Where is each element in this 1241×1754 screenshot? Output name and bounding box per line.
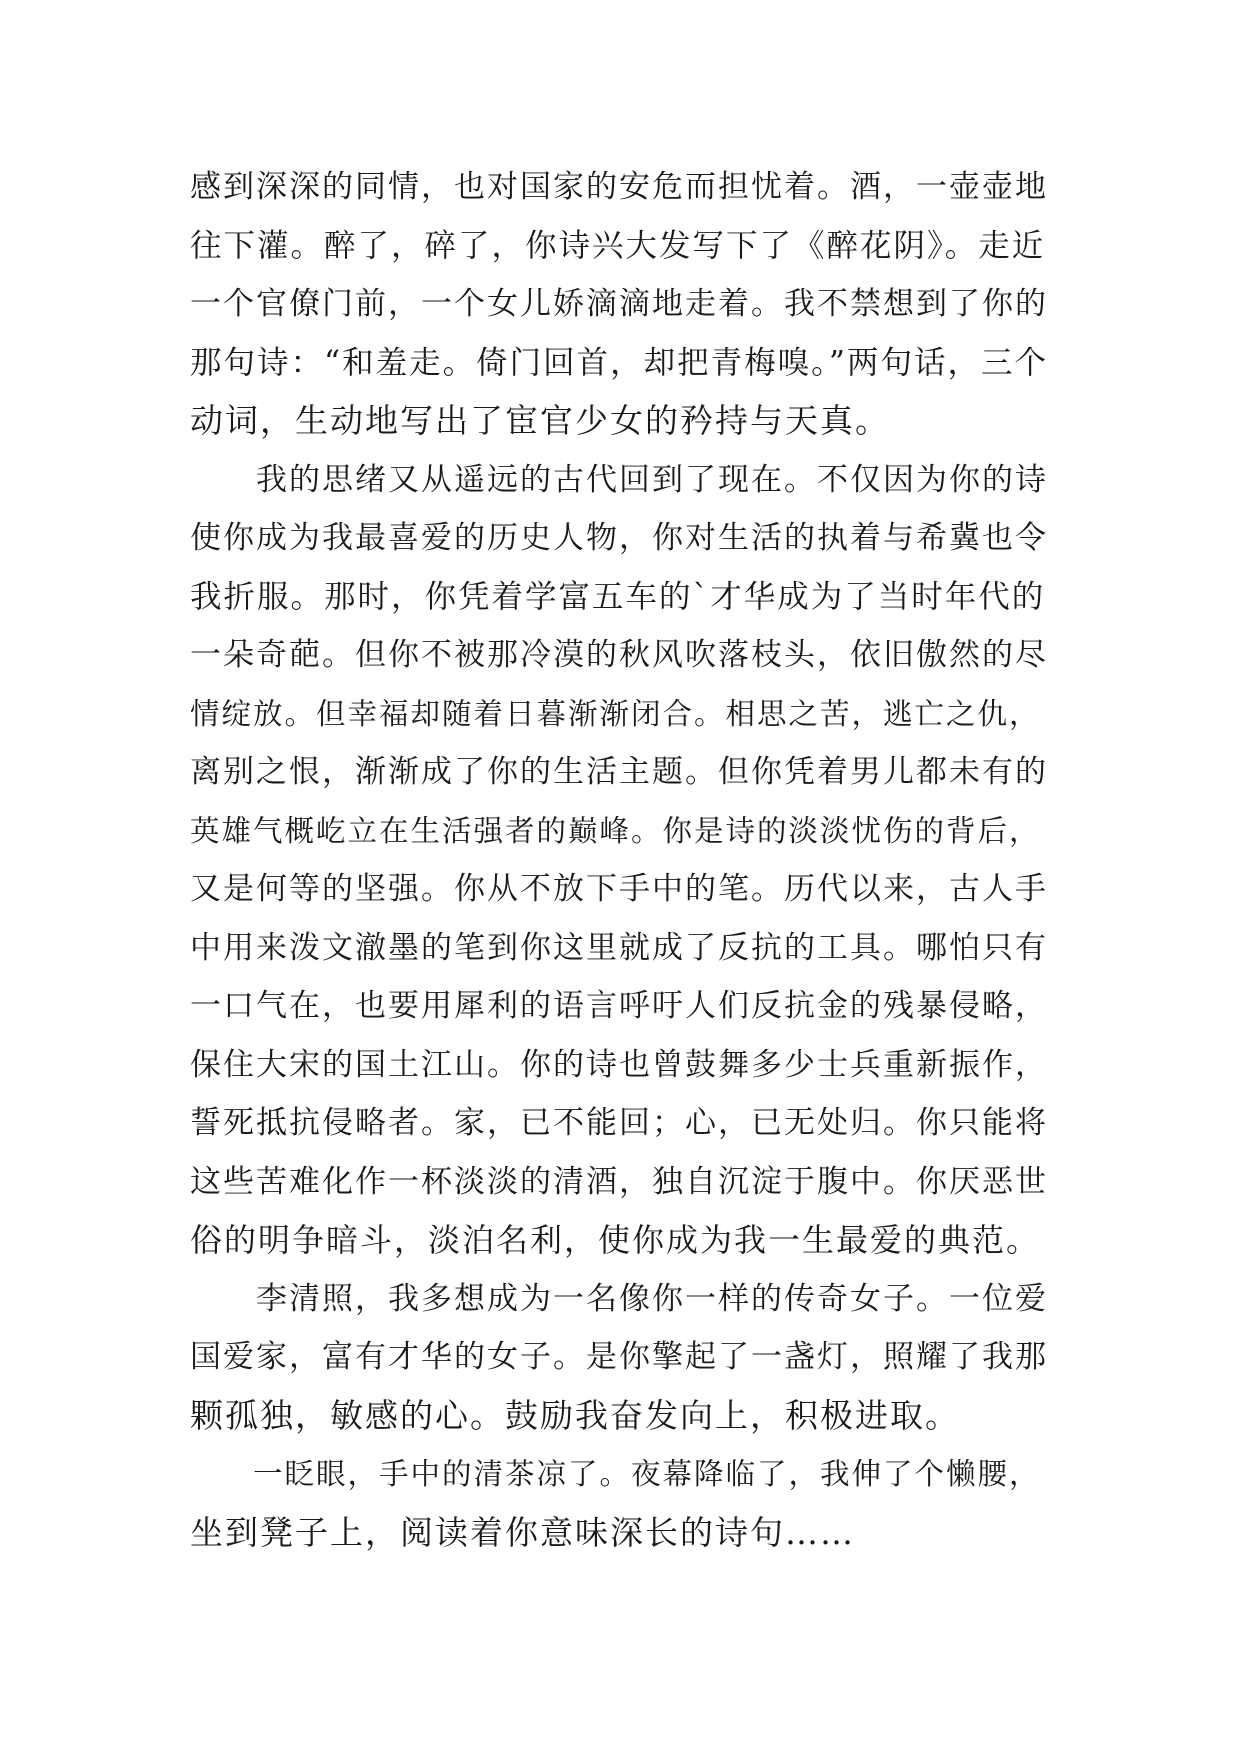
text-line: 国爱家，富有才华的女子。是你擎起了一盏灯，照耀了我那 (190, 1339, 1048, 1375)
text-line: 这些苦难化作一杯淡淡的清酒，独自沉淀于腹中。你厌恶世 (190, 1163, 1048, 1200)
text-line: 那句诗：“和羞走。倚门回首，却把青梅嗅。”两句话，三个 (190, 344, 1048, 381)
text-line: 我折服。那时，你凭着学富五车的`才华成为了当时年代的 (190, 578, 1046, 615)
text-line: 誓死抵抗侵略者。家，已不能回；心，已无处归。你只能将 (190, 1105, 1048, 1141)
text-line: 感到深深的同情，也对国家的安危而担忧着。酒，一壶壶地 (190, 169, 1048, 205)
text-line: 一朵奇葩。但你不被那冷漠的秋风吹落枝头，依旧傲然的尽 (190, 637, 1048, 673)
text-line: 我的思绪又从遥远的古代回到了现在。不仅因为你的诗 (190, 461, 1048, 498)
text-line: 颗孤独，敏感的心。鼓励我奋发向上，积极进取。 (190, 1395, 960, 1435)
text-line: 一口气在，也要用犀利的语言呼吁人们反抗金的残暴侵略， (190, 988, 1048, 1024)
text-line: 俗的明争暗斗，淡泊名利，使你成为我一生最爱的典范。 (190, 1221, 1041, 1259)
text-line: 李清照，我多想成为一名像你一样的传奇女子。一位爱 (190, 1280, 1048, 1317)
text-line: 保住大宋的国土江山。你的诗也曾鼓舞多少士兵重新振作， (190, 1046, 1048, 1083)
text-line: 坐到凳子上，阅读着你意味深长的诗句…… (190, 1512, 855, 1552)
text-line: 又是何等的坚强。你从不放下手中的笔。历代以来，古人手 (190, 871, 1048, 907)
text-line: 英雄气概屹立在生活强者的巅峰。你是诗的淡淡忧伤的背后， (190, 813, 1041, 848)
text-line: 中用来泼文澈墨的笔到你这里就成了反抗的工具。哪怕只有 (190, 929, 1048, 966)
text-line: 一眨眼，手中的清茶凉了。夜幕降临了，我伸了个懒腰， (190, 1457, 1041, 1491)
text-line: 往下灌。醉了，碎了，你诗兴大发写下了《醉花阴》。走近 (190, 227, 1046, 264)
text-line: 使你成为我最喜爱的历史人物，你对生活的执着与希冀也令 (190, 520, 1048, 556)
text-line: 动词，生动地写出了宦官少女的矜持与天真。 (190, 401, 890, 440)
essay-body (190, 158, 1050, 1562)
text-line: 情绽放。但幸福却随着日暮渐渐闭合。相思之苦，逃亡之仇， (190, 696, 1041, 731)
text-line: 一个官僚门前，一个女儿娇滴滴地走着。我不禁想到了你的 (190, 286, 1048, 322)
text-line: 离别之恨，渐渐成了你的生活主题。但你凭着男儿都未有的 (190, 754, 1048, 790)
